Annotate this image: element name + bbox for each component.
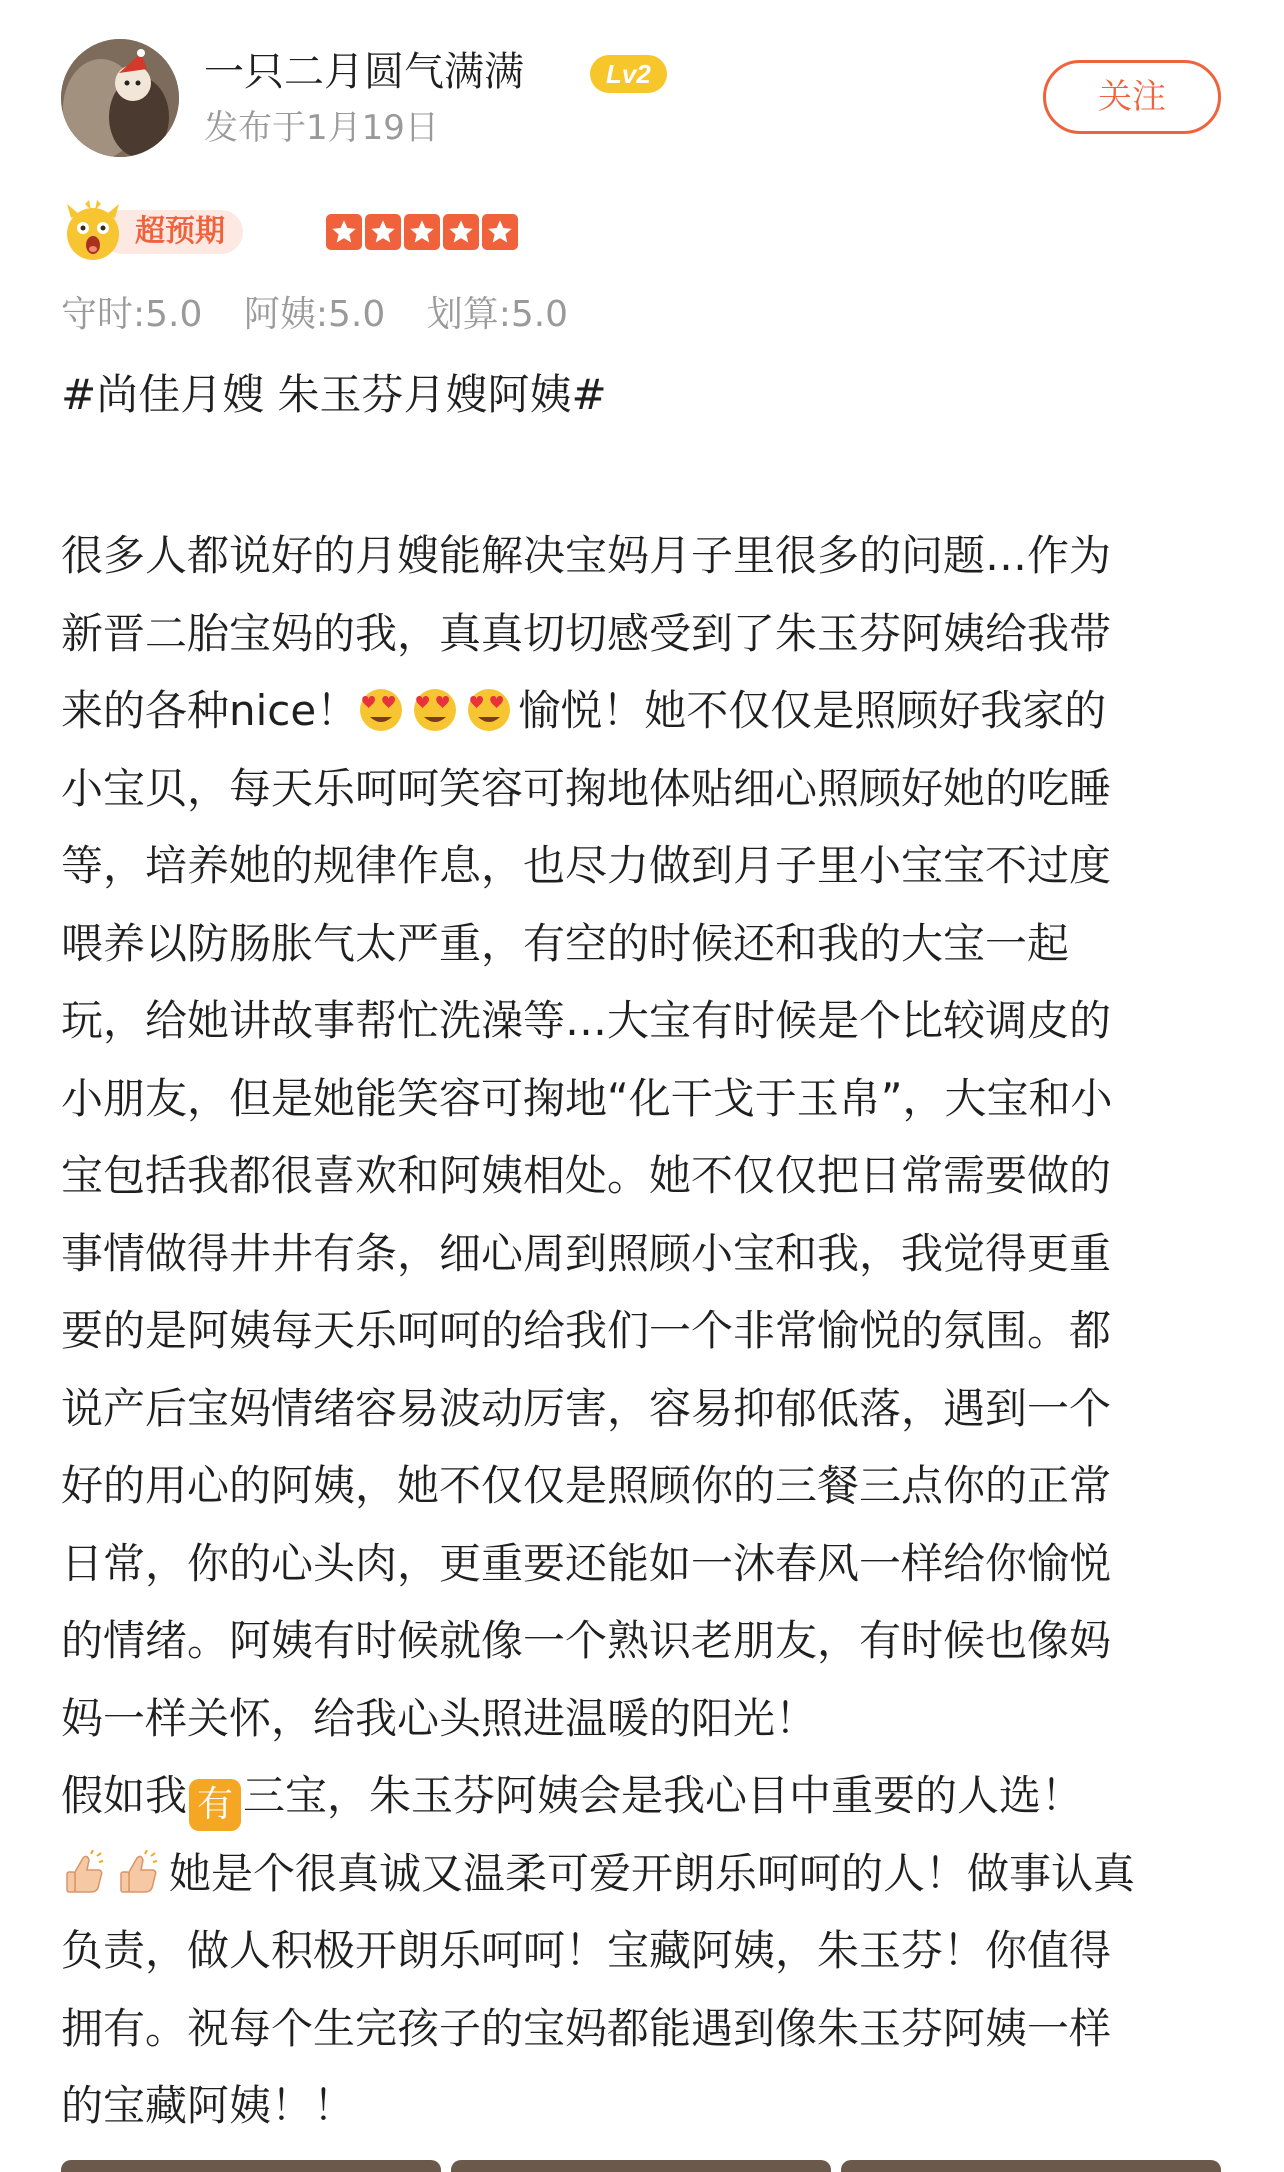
body-line: 妈一样关怀，给我心头照进温暖的阳光！ [61,1693,818,1743]
body-line: 日常，你的心头肉，更重要还能如一沐春风一样给你愉悦 [61,1538,1112,1588]
photo-thumbnail[interactable] [451,2160,831,2172]
shocked-face-icon [61,200,125,264]
score-nanny: 阿姨:5.0 [243,294,386,335]
heart-eyes-emoji-icon [466,687,512,733]
rating-row [61,200,861,264]
body-line: 的情绪。阿姨有时候就像一个熟识老朋友，有时候也像妈 [61,1616,1112,1665]
body-line-text: 三宝，朱玉芬阿姨会是我心目中重要的人选！ [243,1771,1084,1820]
body-line: 事情做得井井有条，细心周到照顾小宝和我，我觉得更重 [61,1228,1112,1278]
body-line: 新晋二胎宝妈的我，真真切切感受到了朱玉芬阿姨给我带 [61,608,1112,658]
photo-thumbnail[interactable] [61,2160,441,2172]
body-line: 喂养以防肠胀气太严重，有空的时候还和我的大宝一起 [61,918,1070,968]
body-line: 说产后宝妈情绪容易波动厉害，容易抑郁低落，遇到一个 [61,1383,1112,1433]
thumbs-up-emoji-icon [115,1850,161,1896]
post-header [0,0,1284,170]
body-line: 要的是阿姨每天乐呵呵的给我们一个非常愉悦的氛围。都 [61,1306,1112,1355]
star-icon [365,214,401,250]
heart-eyes-emoji-icon [412,687,458,733]
body-line: 的宝藏阿姨！！ [61,2081,356,2130]
body-line-text: 愉悦！她不仅仅是照顾好我家的 [518,686,1107,735]
body-line: 好的用心的阿姨，她不仅仅是照顾你的三餐三点你的正常 [61,1461,1112,1510]
post-hashtag[interactable]: #尚佳月嫂 朱玉芬月嫂阿姨# [61,370,607,419]
you-emoji-badge: 有 [189,1779,241,1831]
score-value: 划算:5.0 [426,294,569,335]
body-line: 玩，给她讲故事帮忙洗澡等…大宝有时候是个比较调皮的 [61,996,1112,1045]
photo-thumbnail[interactable] [841,2160,1221,2172]
avatar[interactable] [61,39,179,157]
thumbs-up-emoji-icon [61,1850,107,1896]
body-line: 小宝贝，每天乐呵呵笑容可掬地体贴细心照顾好她的吃睡 [61,763,1112,813]
heart-eyes-emoji-icon [358,687,404,733]
author-name[interactable]: 一只二月圆气满满 [204,49,524,95]
body-line: 等，培养她的规律作息，也尽力做到月子里小宝宝不过度 [61,841,1112,890]
body-line-text: 来的各种nice！ [61,686,359,735]
body-line [61,1757,1221,1835]
score-punctuality: 守时:5.0 [61,294,203,335]
follow-button[interactable]: 关注 [1043,60,1221,134]
post-body [61,517,1221,2145]
score-row [61,290,598,340]
body-line-text: 假如我 [61,1771,188,1820]
body-line: 宝包括我都很喜欢和阿姨相处。她不仅仅把日常需要做的 [61,1151,1112,1200]
star-icon [404,214,440,250]
mood-label: 超预期 [101,210,243,254]
level-badge: Lv2 [590,55,667,93]
body-line [61,672,1221,750]
star-rating [326,214,518,250]
body-line [61,1835,1221,1913]
star-icon [326,214,362,250]
body-line-text: 她是个很真诚又温柔可爱开朗乐呵呵的人！做事认真 [169,1848,1136,1898]
photo-thumbnails [61,2160,1221,2172]
body-line: 负责，做人积极开朗乐呵呵！宝藏阿姨，朱玉芬！你值得 [61,1926,1112,1975]
body-line: 小朋友，但是她能笑容可掬地“化干戈于玉帛”，大宝和小 [61,1073,1113,1123]
star-icon [443,214,479,250]
body-line: 很多人都说好的月嫂能解决宝妈月子里很多的问题…作为 [61,531,1112,580]
star-icon [482,214,518,250]
body-line: 拥有。祝每个生完孩子的宝妈都能遇到像朱玉芬阿姨一样 [61,2003,1112,2053]
post-date: 发布于1月19日 [204,108,439,148]
